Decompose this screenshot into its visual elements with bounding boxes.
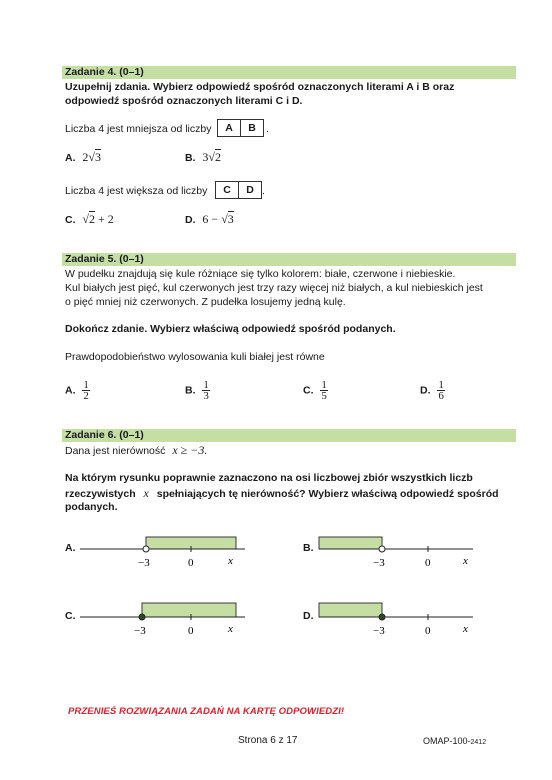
numerator: 1 bbox=[203, 379, 209, 391]
axis-var-label: x bbox=[463, 555, 468, 567]
task5-title: Zadanie 5. (0–1) bbox=[62, 253, 516, 266]
task6-given bbox=[65, 443, 207, 458]
numerator: 1 bbox=[83, 379, 89, 391]
tick-label-zero: 0 bbox=[188, 557, 194, 569]
task5-line1: W pudełku znajdują się kule różniące się tylko kolorem: białe, czerwone i niebieskie. bbox=[65, 268, 456, 280]
fraction bbox=[320, 380, 328, 401]
tick-label-minus3: −3 bbox=[373, 557, 385, 569]
task4-title: Zadanie 4. (0–1) bbox=[62, 66, 516, 79]
closed-point bbox=[379, 614, 385, 620]
sqrt-icon: √ bbox=[88, 150, 96, 164]
box-option-d[interactable]: D bbox=[238, 182, 261, 198]
shaded-interval bbox=[319, 603, 382, 617]
task5-line3: o pięć mniej niż czerwonych. Z pudełka losujemy jedną kulę. bbox=[65, 296, 346, 308]
task6-question-var: x bbox=[143, 486, 149, 500]
transfer-answers-note: PRZENIEŚ ROZWIĄZANIA ZADAŃ NA KARTĘ ODPOWIEDZI! bbox=[68, 706, 345, 717]
option-a-label: A. bbox=[65, 384, 76, 397]
tick-label-zero: 0 bbox=[425, 557, 431, 569]
option-a-coef: 2 bbox=[82, 150, 89, 164]
task4-option-c bbox=[65, 212, 114, 227]
sqrt-icon: √ bbox=[221, 212, 228, 226]
numberline-b-label: B. bbox=[303, 542, 314, 554]
open-point bbox=[143, 546, 149, 552]
task5-stem: Prawdopodobieństwo wylosowania kuli białej jest równe bbox=[65, 351, 325, 363]
numberline-c[interactable] bbox=[80, 598, 250, 642]
sqrt-icon: √ bbox=[208, 150, 216, 164]
sqrt-icon: √ bbox=[82, 212, 90, 226]
numerator: 1 bbox=[321, 379, 327, 391]
option-d-radicand: 3 bbox=[227, 212, 234, 226]
numberline-c-label: C. bbox=[65, 610, 76, 622]
option-b-label: B. bbox=[185, 384, 196, 397]
denominator: 3 bbox=[203, 390, 209, 402]
fraction bbox=[437, 380, 445, 401]
page-number: Strona 6 z 17 bbox=[238, 735, 298, 746]
tick-label-zero: 0 bbox=[188, 625, 194, 637]
tick-label-minus3: −3 bbox=[134, 625, 146, 637]
task4-option-d bbox=[185, 212, 234, 227]
answer-box-ab[interactable] bbox=[217, 119, 264, 137]
task4-option-a bbox=[65, 150, 101, 165]
task6-title: Zadanie 6. (0–1) bbox=[62, 429, 516, 442]
numberline-d-label: D. bbox=[303, 610, 314, 622]
axis-var-label: x bbox=[463, 623, 468, 635]
closed-point bbox=[139, 614, 145, 620]
denominator: 5 bbox=[321, 390, 327, 402]
box-option-a[interactable]: A bbox=[225, 122, 233, 134]
task5-option-d[interactable] bbox=[420, 380, 445, 401]
fraction bbox=[82, 380, 90, 401]
option-d-pre: 6 − bbox=[202, 212, 222, 226]
option-c-label: C. bbox=[65, 214, 76, 226]
shaded-interval bbox=[319, 537, 382, 549]
task4-end2: . bbox=[262, 185, 265, 197]
numberline-a[interactable] bbox=[80, 530, 250, 574]
task4-option-b bbox=[185, 150, 221, 165]
option-a-radicand: 3 bbox=[95, 150, 102, 164]
answer-box-cd[interactable] bbox=[215, 181, 262, 199]
task4-sentence2: Liczba 4 jest większa od liczby bbox=[65, 185, 208, 197]
box-option-b[interactable]: B bbox=[240, 120, 263, 136]
numberline-b[interactable] bbox=[318, 530, 478, 574]
task4-sentence1: Liczba 4 jest mniejsza od liczby bbox=[65, 123, 212, 135]
option-c-label: C. bbox=[303, 384, 314, 397]
tick-label-minus3: −3 bbox=[138, 557, 150, 569]
task5-option-b[interactable] bbox=[185, 380, 210, 401]
option-b-label: B. bbox=[185, 152, 196, 164]
option-c-rest: + 2 bbox=[95, 212, 114, 226]
exam-code-suffix: 2412 bbox=[470, 739, 487, 746]
exam-code bbox=[423, 734, 486, 750]
option-a-label: A. bbox=[65, 152, 76, 164]
task6-inequality: x ≥ −3. bbox=[172, 443, 208, 457]
task6-question-line2 bbox=[65, 486, 499, 501]
task6-question-line1: Na którym rysunku poprawnie zaznaczono na osi liczbowej zbiór wszystkich liczb bbox=[65, 472, 473, 484]
task6-question-line3: podanych. bbox=[65, 501, 118, 513]
numberline-a-label: A. bbox=[65, 542, 76, 554]
axis-var-label: x bbox=[228, 623, 233, 635]
task5-line2: Kul białych jest pięć, kul czerwonych jest trzy razy więcej niż białych, a kul niebieskich jest bbox=[65, 282, 483, 294]
denominator: 2 bbox=[83, 390, 89, 402]
numberline-d[interactable] bbox=[318, 598, 478, 642]
fraction bbox=[202, 380, 210, 401]
open-point bbox=[379, 546, 385, 552]
task6-question-post: spełniających tę nierówność? Wybierz właściwą odpowiedź spośród bbox=[156, 488, 499, 500]
shaded-interval bbox=[142, 603, 236, 617]
task5-option-c[interactable] bbox=[303, 380, 328, 401]
option-b-coef: 3 bbox=[202, 150, 209, 164]
task6-question-pre: rzeczywistych bbox=[65, 488, 136, 500]
task5-instruction: Dokończ zdanie. Wybierz właściwą odpowiedź spośród podanych. bbox=[65, 323, 396, 335]
task6-given-text: Dana jest nierówność bbox=[65, 445, 166, 457]
axis-var-label: x bbox=[228, 555, 233, 567]
option-c-radicand: 2 bbox=[89, 212, 96, 226]
numerator: 1 bbox=[438, 379, 444, 391]
task4-end1: . bbox=[266, 123, 269, 135]
exam-code-main: OMAP-100- bbox=[423, 736, 471, 746]
task5-option-a[interactable] bbox=[65, 380, 90, 401]
box-option-c[interactable]: C bbox=[223, 184, 231, 196]
option-d-label: D. bbox=[420, 384, 431, 397]
tick-label-zero: 0 bbox=[425, 625, 431, 637]
option-b-radicand: 2 bbox=[215, 150, 222, 164]
denominator: 6 bbox=[438, 390, 444, 402]
task4-instruction-line2: odpowiedź spośród oznaczonych literami C i D. bbox=[65, 95, 303, 107]
tick-label-minus3: −3 bbox=[373, 625, 385, 637]
task4-instruction-line1: Uzupełnij zdania. Wybierz odpowiedź spośród oznaczonych literami A i B oraz bbox=[65, 81, 455, 93]
option-d-label: D. bbox=[185, 214, 196, 226]
